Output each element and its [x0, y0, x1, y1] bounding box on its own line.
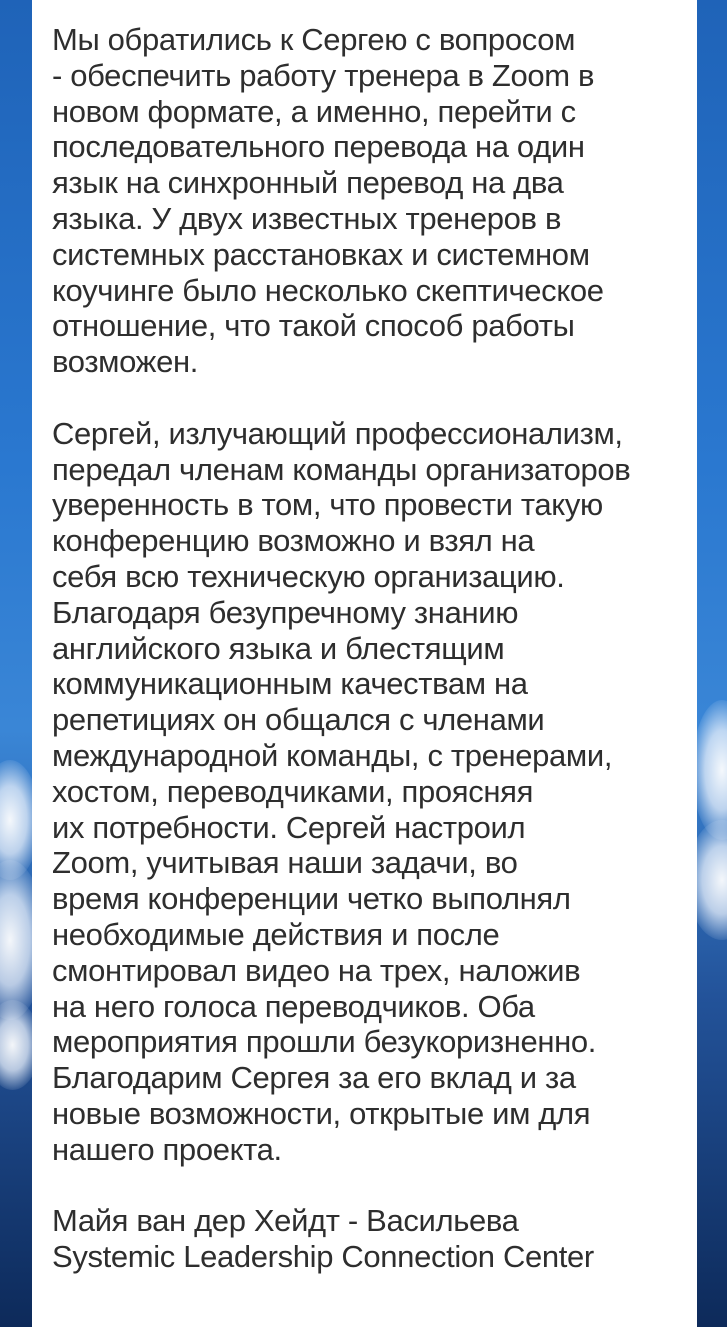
text-line: передал членам команды организаторов — [52, 451, 631, 487]
text-line: на него голоса переводчиков. Оба — [52, 988, 535, 1024]
cloud — [0, 860, 32, 1020]
text-line: коммуникационным качествам на — [52, 666, 528, 702]
text-line: время конференции четко выполнял — [52, 881, 571, 917]
text-line: нашего проекта. — [52, 1131, 282, 1167]
text-line: Zoom, учитывая наши задачи, во — [52, 845, 518, 881]
text-line: их потребности. Сергей настроил — [52, 809, 526, 845]
sky-background-left — [0, 0, 32, 1327]
testimonial-text — [52, 22, 684, 1275]
text-line: возможен. — [52, 344, 198, 380]
text-line: Мы обратились к Сергею с вопросом — [52, 22, 576, 57]
text-line: новом формате, а именно, перейти с — [52, 93, 576, 129]
cloud — [697, 700, 727, 840]
text-line: отношение, что такой способ работы — [52, 308, 575, 344]
text-line: английского языка и блестящим — [52, 630, 505, 666]
text-line: Благодарим Сергея за его вклад и за — [52, 1060, 576, 1096]
testimonial-card — [32, 0, 697, 1327]
text-line: себя всю техническую организацию. — [52, 558, 565, 594]
signature-organization: Systemic Leadership Connection Center — [52, 1239, 594, 1275]
text-line: коучинге было несколько скептическое — [52, 272, 604, 308]
text-line: смонтировал видео на трех, наложив — [52, 952, 581, 988]
paragraph-spacer — [52, 1168, 684, 1204]
text-line: последовательного перевода на один — [52, 129, 585, 165]
text-line: международной команды, с тренерами, — [52, 737, 613, 773]
paragraph-body — [52, 416, 684, 1168]
text-line: язык на синхронный перевод на два — [52, 165, 564, 201]
paragraph-intro — [52, 22, 684, 380]
text-line: уверенность в том, что провести такую — [52, 487, 603, 523]
cloud — [0, 1000, 32, 1090]
text-line: - обеспечить работу тренера в Zoom в — [52, 57, 595, 93]
text-line: необходимые действия и после — [52, 916, 500, 952]
text-line: конференцию возможно и взял на — [52, 523, 535, 559]
text-line: репетициях он общался с членами — [52, 702, 545, 738]
paragraph-spacer — [52, 380, 684, 416]
sky-background-right — [697, 0, 727, 1327]
text-line: языка. У двух известных тренеров в — [52, 200, 562, 236]
signature-name: Майя ван дер Хейдт - Васильева — [52, 1203, 519, 1239]
signature-block — [52, 1203, 684, 1275]
text-line: Благодаря безупречному знанию — [52, 594, 519, 630]
text-line: Сергей, излучающий профессионализм, — [52, 415, 623, 451]
text-line: новые возможности, открытые им для — [52, 1095, 591, 1131]
text-line: системных расстановках и системном — [52, 236, 590, 272]
cloud — [697, 820, 727, 940]
text-line: хостом, переводчиками, проясняя — [52, 773, 534, 809]
text-line: мероприятия прошли безукоризненно. — [52, 1024, 597, 1060]
